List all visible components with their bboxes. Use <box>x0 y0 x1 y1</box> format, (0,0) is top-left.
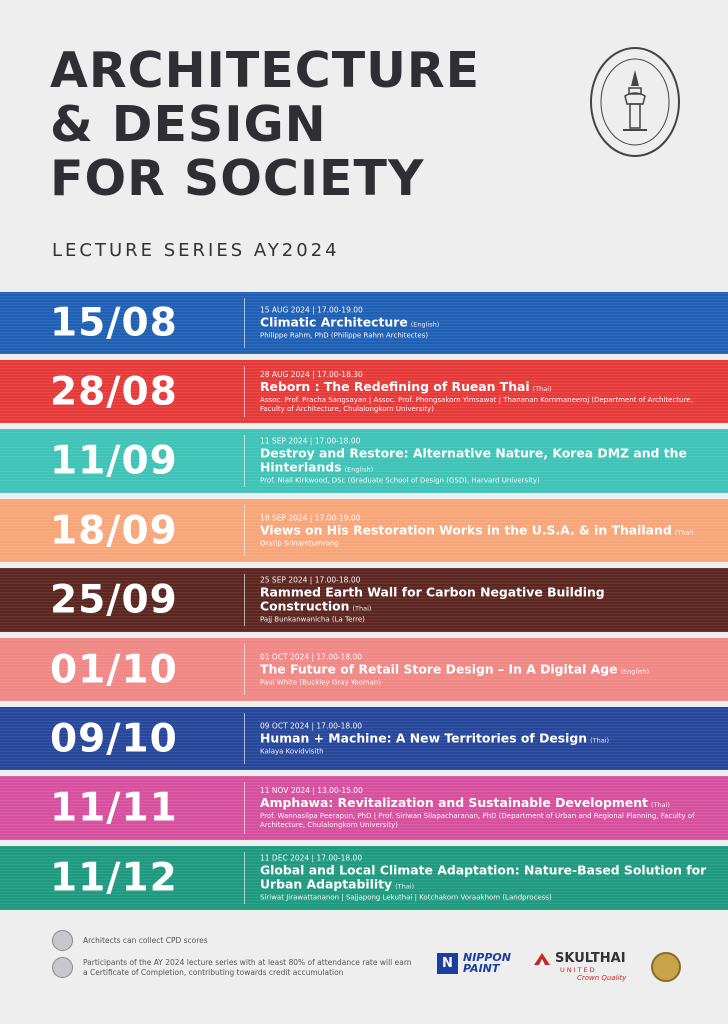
lecture-speaker: Pajj Bunkanwanicha (La Terre) <box>260 615 365 624</box>
lecture-band <box>0 638 728 701</box>
subtitle: LECTURE SERIES AY2024 <box>52 240 340 261</box>
lecture-language: (Thai) <box>532 384 552 393</box>
lecture-info <box>260 786 712 830</box>
band-divider <box>244 574 245 626</box>
nippon-paint-wordmark <box>463 952 511 974</box>
title-line-2: & DESIGN <box>50 96 327 153</box>
lecture-language: (English) <box>620 667 650 675</box>
lecture-info <box>260 370 712 414</box>
lecture-band <box>0 429 728 493</box>
lecture-title-line <box>260 662 712 678</box>
lecture-date: 18/09 <box>50 508 178 553</box>
lecture-title-line <box>260 731 712 747</box>
lecture-band <box>0 707 728 770</box>
lecture-title: The Future of Retail Store Design – In A Digital Age <box>260 661 618 676</box>
lecture-datetime: 25 SEP 2024 | 17.00-18.00 <box>260 575 361 585</box>
title-line-3: FOR SOCIETY <box>50 150 425 207</box>
lecture-language: (Thai) <box>674 528 694 536</box>
footer-note-certificate: Participants of the AY 2024 lecture series with at least 80% of attendance rate will earn a Certificate of Completion, contributing towards credit accumulation <box>83 958 412 977</box>
lecture-title: Rammed Earth Wall for Carbon Negative Building Construction <box>260 584 605 614</box>
band-divider <box>244 298 245 348</box>
lecture-datetime: 15 AUG 2024 | 17.00-19.00 <box>260 305 363 315</box>
lecture-date: 01/10 <box>50 647 178 692</box>
lecture-date: 11/12 <box>50 855 178 901</box>
lecture-band <box>0 776 728 840</box>
lecture-title-line <box>260 523 712 539</box>
faculty-seal-logo <box>589 46 681 158</box>
lecture-info <box>260 854 712 903</box>
lecture-speaker: Paul White (Buckley Gray Yeoman) <box>260 678 382 686</box>
lecture-datetime: 09 OCT 2024 | 17.00-18.00 <box>260 721 363 730</box>
lecture-speaker: Oratip Srinamtumrong <box>260 539 339 547</box>
lecture-date: 25/09 <box>50 577 178 623</box>
lecture-language: (Thai) <box>352 604 372 613</box>
lecture-datetime: 28 AUG 2024 | 17.00-18.30 <box>260 369 363 379</box>
lecture-title: Amphawa: Revitalization and Sustainable Development <box>260 795 648 810</box>
skulthai-sub: UNITED <box>560 966 597 974</box>
lecture-language: (Thai) <box>650 801 670 809</box>
lecture-band <box>0 846 728 910</box>
band-divider <box>244 644 245 695</box>
lecture-language: (English) <box>410 320 440 329</box>
band-divider <box>244 435 245 487</box>
band-divider <box>244 852 245 904</box>
title-line-1: ARCHITECTURE <box>50 42 481 99</box>
band-divider <box>244 366 245 417</box>
lecture-info <box>260 513 712 548</box>
sponsor-seal-logo <box>651 952 681 982</box>
cpd-badge-icon <box>52 930 73 951</box>
lecture-datetime: 11 SEP 2024 | 17.00-18.00 <box>260 436 361 446</box>
lecture-band <box>0 292 728 354</box>
lecture-title-line <box>260 447 712 477</box>
lecture-datetime: 18 SEP 2024 | 17.00-19.00 <box>260 513 361 522</box>
footer-note-cpd: Architects can collect CPD scores <box>83 936 208 945</box>
lecture-speaker: Assoc. Prof. Pracha Sangsayan | Assoc. Prof. Phongsakorn Yimsawat | Thananan Kornmaneeroj (Department of Architecture, Faculty of Architecture, Chulalongkorn University) <box>260 395 693 413</box>
nippon-line-2: PAINT <box>463 962 500 975</box>
poster-title <box>50 44 480 206</box>
lecture-speaker: Prof. Niall Kirkwood, DSc (Graduate School of Design (GSD), Harvard University) <box>260 476 540 485</box>
nippon-line-1: NIPPON <box>463 951 511 964</box>
lecture-date: 15/08 <box>50 300 178 346</box>
lecture-date: 11/09 <box>50 438 178 484</box>
band-divider <box>244 713 245 764</box>
band-divider <box>244 782 245 834</box>
lecture-title-line <box>260 380 712 396</box>
lecture-date: 28/08 <box>50 369 178 414</box>
nippon-paint-logo: N <box>437 953 458 974</box>
skulthai-logo-icon <box>533 951 551 967</box>
lecture-info <box>260 721 712 756</box>
lecture-title: Reborn : The Redefining of Ruean Thai <box>260 378 530 394</box>
lecture-band <box>0 499 728 562</box>
lecture-datetime: 11 DEC 2024 | 17.00-18.00 <box>260 853 363 863</box>
lecture-datetime: 01 OCT 2024 | 17.00-18.00 <box>260 652 363 661</box>
lecture-title: Global and Local Climate Adaptation: Nature-Based Solution for Urban Adaptability <box>260 862 707 892</box>
lecture-title-line <box>260 864 712 894</box>
lecture-info <box>260 306 712 341</box>
lecture-title: Human + Machine: A New Territories of Design <box>260 730 588 745</box>
lecture-speaker: Siriwat Jirawattananon | Sajjapong Lekuthai | Kotchakorn Voraakhom (Landprocess) <box>260 893 552 902</box>
lecture-title-line <box>260 586 712 616</box>
band-divider <box>244 505 245 556</box>
lecture-title-line <box>260 796 712 812</box>
lecture-date: 11/11 <box>50 785 178 831</box>
lecture-datetime: 11 NOV 2024 | 13.00-15.00 <box>260 786 363 795</box>
lecture-language: (English) <box>344 465 374 474</box>
lecture-info <box>260 652 712 687</box>
lecture-date: 09/10 <box>50 716 178 761</box>
certificate-badge-icon <box>52 957 73 978</box>
skulthai-tagline: Crown Quality <box>577 974 627 982</box>
lecture-language: (Thai) <box>395 882 415 891</box>
lecture-speaker: Philippe Rahm, PhD (Philippe Rahm Architectes) <box>260 331 429 340</box>
lecture-title: Destroy and Restore: Alternative Nature, Korea DMZ and the Hinterlands <box>260 445 687 475</box>
skulthai-wordmark: SKULTHAI <box>555 951 626 966</box>
lecture-language: (Thai) <box>590 736 610 744</box>
lecture-info <box>260 576 712 625</box>
lecture-band <box>0 360 728 423</box>
lecture-info <box>260 437 712 486</box>
lecture-title-line <box>260 316 712 332</box>
lecture-speaker: Kalaya Kovidvisith <box>260 747 324 755</box>
lecture-title: Views on His Restoration Works in the U.S.A. & in Thailand <box>260 522 672 537</box>
lecture-speaker: Prof. Wannasilpa Peerapun, PhD | Prof. Siriwan Silapacharanan, PhD (Department of Urban and Regional Planning, Faculty of Architecture, Chulalongkorn University) <box>260 812 695 829</box>
lecture-band <box>0 568 728 632</box>
lecture-title: Climatic Architecture <box>260 314 408 330</box>
